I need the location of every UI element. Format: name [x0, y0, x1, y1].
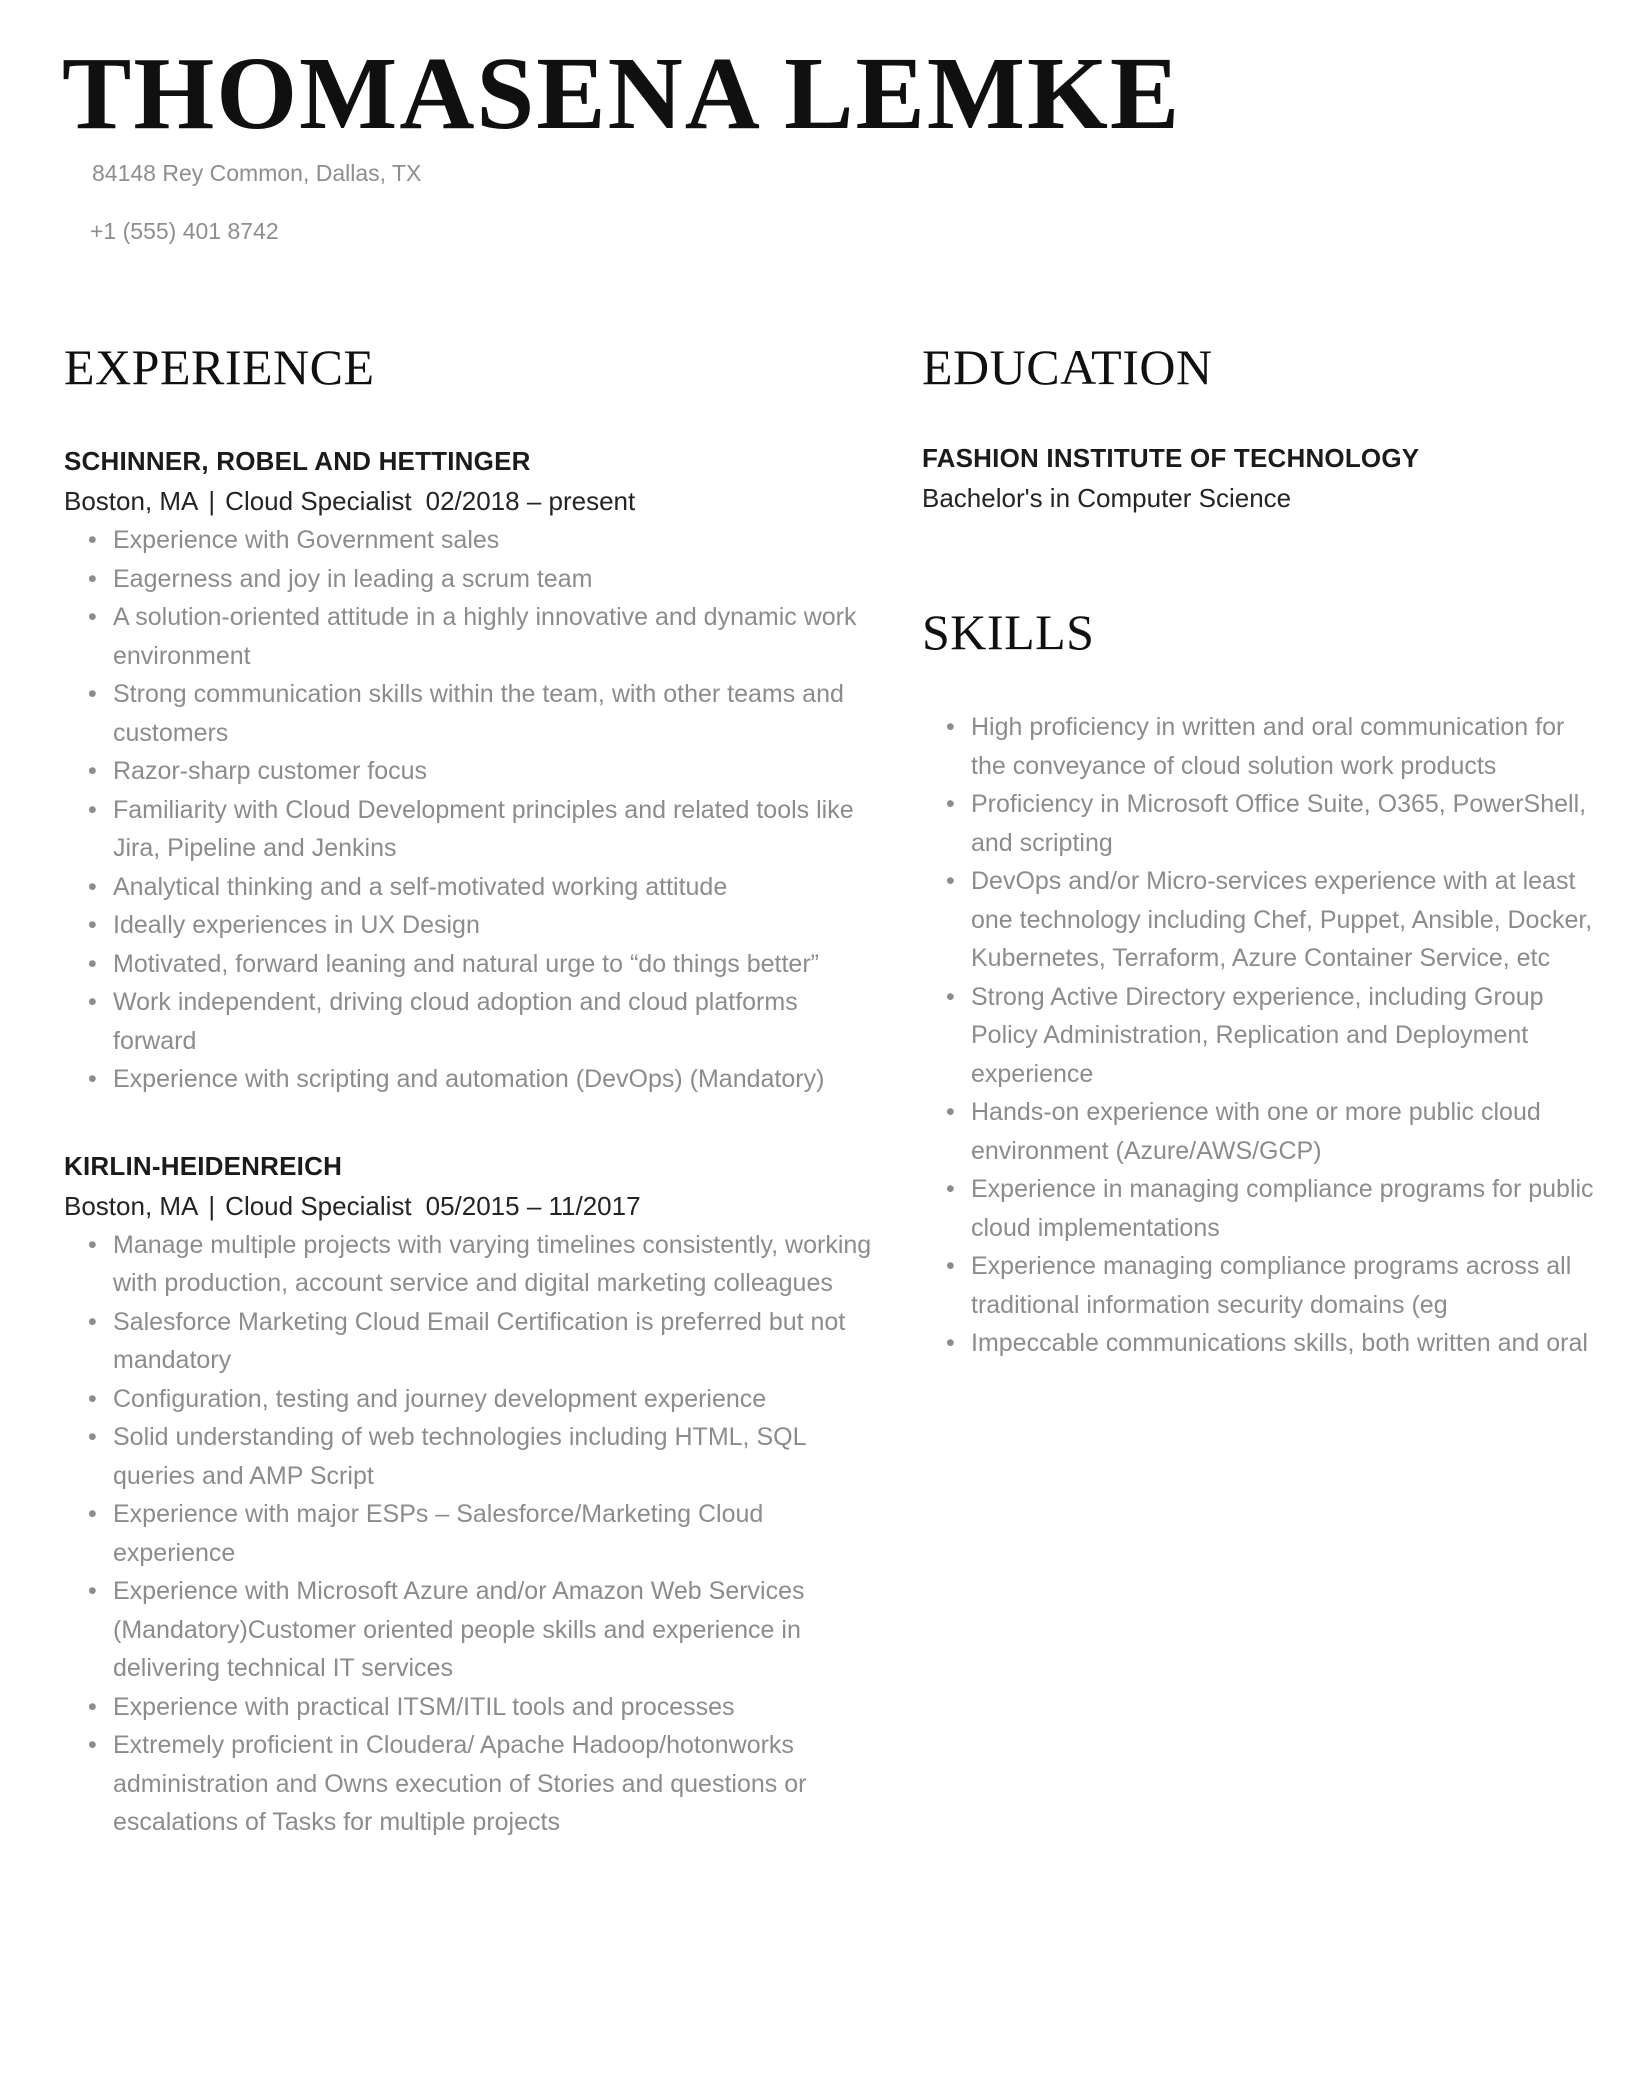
job-bullet-item: • Razor-sharp customer focus: [64, 752, 876, 791]
skill-bullet-item: • Strong Active Directory experience, including Group Policy Administration, Replication and Deployment experience: [922, 978, 1594, 1094]
job-bullet-item: • Salesforce Marketing Cloud Email Certification is preferred but not mandatory: [64, 1303, 876, 1380]
job-bullet-list: [64, 1226, 876, 1842]
skill-bullet-item: • Experience managing compliance programs across all traditional information security domains (eg: [922, 1247, 1594, 1324]
job-location: Boston, MA: [64, 486, 199, 516]
job-location: Boston, MA: [64, 1190, 199, 1221]
job-bullet-list: [64, 521, 876, 1099]
company-name: KIRLIN-HEIDENREICH: [64, 1150, 343, 1181]
job-bullet-item: • Experience with major ESPs – Salesforce/Marketing Cloud experience: [64, 1495, 876, 1572]
experience-section: [64, 338, 876, 1842]
skill-bullet-item: • DevOps and/or Micro-services experience with at least one technology including Chef, Puppet, Ansible, Docker, Kubernetes, Terraform, Azure Container Service, etc: [922, 862, 1594, 978]
job-dates: 02/2018 – present: [425, 486, 636, 516]
degree: Bachelor's in Computer Science: [922, 483, 1292, 513]
job-bullet-item: • Strong communication skills within the team, with other teams and customers: [64, 675, 876, 752]
job-bullet-item: • Work independent, driving cloud adoption and cloud platforms forward: [64, 983, 876, 1060]
job-title: Cloud Specialist: [225, 486, 412, 516]
job-list: [64, 441, 876, 1842]
education-heading: EDUCATION: [922, 339, 1213, 395]
job-separator: |: [208, 486, 216, 516]
job-title: Cloud Specialist: [225, 1190, 412, 1221]
candidate-name: THOMASENA LEMKE: [62, 36, 1182, 151]
job-bullet-item: • A solution-oriented attitude in a highly innovative and dynamic work environment: [64, 598, 876, 675]
right-column: [922, 338, 1594, 1363]
job-separator: |: [208, 1190, 216, 1221]
skill-bullet-item: • Proficiency in Microsoft Office Suite, O365, PowerShell, and scripting: [922, 785, 1594, 862]
job-dates: 05/2015 – 11/2017: [425, 1190, 641, 1221]
job-bullet-item: • Experience with scripting and automation (DevOps) (Mandatory): [64, 1060, 876, 1099]
skills-bullet-list: [922, 708, 1594, 1363]
job-bullet-item: • Configuration, testing and journey development experience: [64, 1380, 876, 1419]
skill-bullet-item: • Experience in managing compliance programs for public cloud implementations: [922, 1170, 1594, 1247]
job-bullet-item: • Eagerness and joy in leading a scrum team: [64, 560, 876, 599]
job-bullet-item: • Experience with Government sales: [64, 521, 876, 560]
skill-bullet-item: • Hands-on experience with one or more public cloud environment (Azure/AWS/GCP): [922, 1093, 1594, 1170]
job-entry: [64, 1146, 876, 1842]
job-bullet-item: • Solid understanding of web technologies including HTML, SQL queries and AMP Script: [64, 1418, 876, 1495]
company-name: SCHINNER, ROBEL AND HETTINGER: [64, 446, 531, 476]
candidate-address: 84148 Rey Common, Dallas, TX: [92, 160, 422, 186]
education-section: [922, 338, 1594, 518]
experience-heading: EXPERIENCE: [64, 339, 375, 395]
candidate-phone: +1 (555) 401 8742: [90, 218, 279, 244]
job-bullet-item: • Manage multiple projects with varying timelines consistently, working with production, account service and digital marketing colleagues: [64, 1226, 876, 1303]
job-bullet-item: • Ideally experiences in UX Design: [64, 906, 876, 945]
skills-section: [922, 603, 1594, 1363]
job-meta: [64, 481, 876, 521]
job-bullet-item: • Analytical thinking and a self-motivated working attitude: [64, 868, 876, 907]
education-entry: [922, 438, 1594, 518]
school-name: FASHION INSTITUTE OF TECHNOLOGY: [922, 443, 1420, 473]
job-bullet-item: • Experience with practical ITSM/ITIL tools and processes: [64, 1688, 876, 1727]
skill-bullet-item: • High proficiency in written and oral communication for the conveyance of cloud solution work products: [922, 708, 1594, 785]
job-bullet-item: • Familiarity with Cloud Development principles and related tools like Jira, Pipeline and Jenkins: [64, 791, 876, 868]
job-bullet-item: • Experience with Microsoft Azure and/or Amazon Web Services (Mandatory)Customer oriented people skills and experience in delivering technical IT services: [64, 1572, 876, 1688]
skill-bullet-item: • Impeccable communications skills, both written and oral: [922, 1324, 1594, 1363]
job-bullet-item: • Extremely proficient in Cloudera/ Apache Hadoop/hotonworks administration and Owns execution of Stories and questions or escalations of Tasks for multiple projects: [64, 1726, 876, 1842]
skills-heading: SKILLS: [922, 604, 1095, 660]
job-entry: [64, 441, 876, 1099]
job-bullet-item: • Motivated, forward leaning and natural urge to “do things better”: [64, 945, 876, 984]
job-meta: [64, 1186, 876, 1226]
